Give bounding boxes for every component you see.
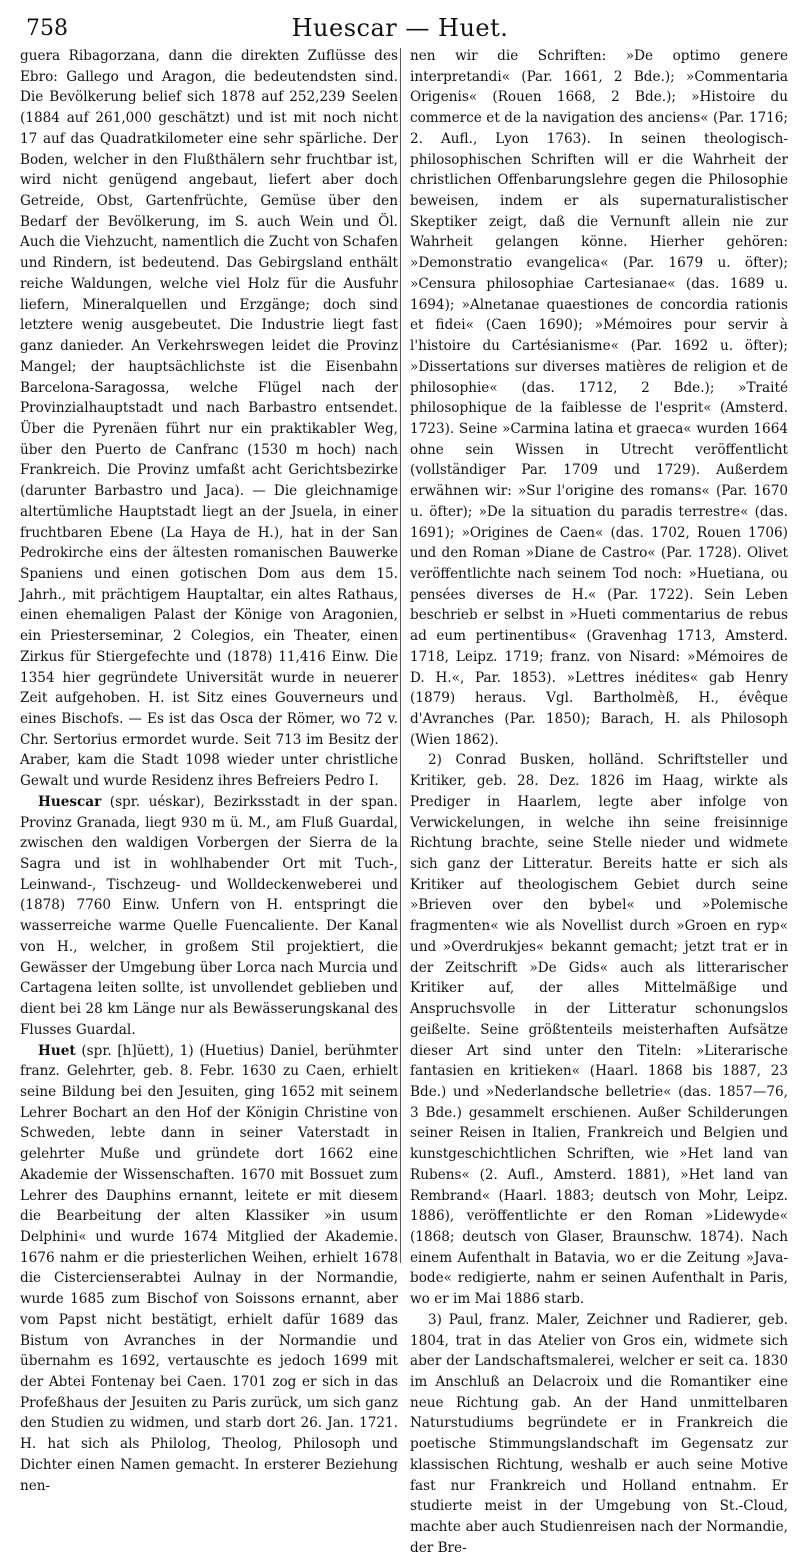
paragraph-continuation: nen wir die Schriften: »De optimo genere interpretandi« (Par. 1661, 2 Bde.); »Commentaria Origenis« (Rouen 1668, 2 Bde.); »Histoire du commerce et de la navigation des anciens« (Par. 1716; 2. Aufl., Lyon 1763). In seinen theologisch-philosophischen Schriften will er die Wahrheit der christlichen Offenbarungslehre gegen die Philosophie beweisen, indem er als supernaturalistischer Skeptiker zeigt, daß die Vernunft allein nie zur Wahrheit gelangen könne. Hierher gehören: »Demonstratio evangelica« (Par. 1679 u. öfter); »Censura philosophiae Cartesianae« (das. 1689 u. 1694); »Alnetanae quaestiones de concordia rationis et fidei« (Caen 1690); »Mémoires pour servir à l'histoire du Cartésianisme« (Par. 1692 u. öfter); »Dissertations sur diverses matières de religion et de philosophie« (das. 1712, 2 Bde.); »Traité philosophique de la faiblesse de l'esprit« (Amsterd. 1723). Seine »Carmina latina et graeca« wurden 1664 ohne sein Wissen in Utrecht veröffentlicht (vollständiger Par. 1709 und 1729). Außerdem erwähnen wir: »Sur l'origine des romans« (Par. 1670 u. öfter); »De la situation du paradis terrestre« (das. 1691); »Origines de Caen« (das. 1702, Rouen 1706) und den Roman »Diane de Castro« (Par. 1728). Olivet veröffentlichte nach seinem Tod noch: »Huetiana, ou pensées diverses de H.« (Par. 1722). Sein Leben beschrieb er selbst in »Hueti commentarius de rebus ad eum pertinentibus« (Gravenhag 1713, Amsterd. 1718, Leipz. 1719; franz. von Nisard: »Mémoires de D. H.«, Par. 1853). »Lettres inédites« gab Henry (1879) heraus. Vgl. Bartholmèß, H., évêque d'Avranches (Par. 1850); Barach, H. als Philosoph (Wien 1862). <box>410 48 788 748</box>
entry-body: (spr. [h]üett), 1) (Huetius) Daniel, berühmter franz. Gelehrter, geb. 8. Febr. 1630 zu Caen, erhielt seine Bildung bei den Jesuiten, ging 1652 mit seinem Lehrer Bochart an den Hof der Königin Christine von Schweden, lebte dann in seiner Vaterstadt in gelehrter Muße und gründete dort 1662 eine Akademie der Wissenschaften. 1670 mit Bossuet zum Lehrer des Dauphins ernannt, leitete er mit diesem die Bearbeitung der alten Klassiker »in usum Delphini« und wurde 1674 Mitglied der Akademie. 1676 nahm er die priesterlichen Weihen, erhielt 1678 die Cistercienserabtei Aulnay in der Normandie, wurde 1685 zum Bischof von Soissons ernannt, aber vom Papst nicht bestätigt, erhielt dafür 1689 das Bistum von Avranches in der Normandie und übernahm es 1692, vertauschte es jedoch 1699 mit der Abtei Fontenay bei Caen. 1701 zog er sich in das Profeßhaus der Jesuiten zu Paris zurück, um sich ganz den Studien zu widmen, und starb dort 26. Jan. 1721. H. hat sich als Philolog, Theolog, Philosoph und Dichter einen Namen gemacht. In ersterer Beziehung nen- <box>20 1042 398 1494</box>
running-title: Huescar — Huet. <box>291 14 509 42</box>
entry-huescar <box>20 792 398 1041</box>
entry-headword: Huescar <box>38 793 102 810</box>
right-column <box>410 46 788 1556</box>
subentry-paul: 3) Paul, franz. Maler, Zeichner und Radierer, geb. 1804, trat in das Atelier von Gros ein, widmete sich aber der Landschaftsmalerei, welcher er seit ca. 1830 im Anschluß an Delacroix und die Romantiker eine neue Richtung gab. An der Hand unmittelbaren Naturstudiums begründete er in Frankreich die poetische Stimmungslandschaft im Gegensatz zur klassischen Richtung, weshalb er auch seine Motive fast nur Frankreich und Holland entnahm. Er studierte meist in der Umgebung von St.-Cloud, machte aber auch Studienreisen nach der Normandie, der Bre- <box>410 1311 788 1556</box>
page-number: 758 <box>26 16 68 41</box>
entry-body: (spr. uéskar), Bezirksstadt in der span. Provinz Granada, liegt 930 m ü. M., am Fluß Guardal, zwischen den waldigen Vorbergen der Sierra de la Sagra und ist in wohlhabender Ort mit Tuch-, Leinwand-, Tischzeug- und Wolldeckenweberei und (1878) 7760 Einw. Unfern von H. entspringt die wasserreiche warme Quelle Fuencaliente. Der Kanal von H., welcher, in großem Stil projektiert, die Gewässer der Umgebung über Lorca nach Murcia und Cartagena leiten sollte, ist unvollendet geblieben und dient bei 28 km Länge nur als Bewässerungskanal des Flusses Guardal. <box>20 793 398 1038</box>
entry-headword: Huet <box>38 1042 76 1059</box>
paragraph-continuation: guera Ribagorzana, dann die direkten Zuflüsse des Ebro: Gallego und Aragon, die bedeutendsten sind. Die Bevölkerung belief sich 1878 auf 252,239 Seelen (1884 auf 261,000 geschätzt) und ist mit noch nicht 17 auf das Quadratkilometer eine sehr spärliche. Der Boden, welcher in den Flußthälern sehr fruchtbar ist, wird nicht genügend angebaut, liefert aber doch Getreide, Obst, Gartenfrüchte, Gemüse über den Bedarf der Bevölkerung, im S. auch Wein und Öl. Auch die Viehzucht, namentlich die Zucht von Schafen und Rindern, ist bedeutend. Das Gebirgsland enthält reiche Waldungen, welche viel Holz für die Ausfuhr liefern, Mineralquellen und Erzgänge; doch sind letztere wenig ausgebeutet. Die Industrie liegt fast ganz danieder. An Verkehrswegen leidet die Provinz Mangel; der hauptsächlichste ist die Eisenbahn Barcelona-Saragossa, welche Flügel nach der Provinzialhauptstadt und nach Barbastro entsendet. Über die Pyrenäen führt nur ein praktikabler Weg, über den Puerto de Canfranc (1530 m hoch) nach Frankreich. Die Provinz umfaßt acht Gerichtsbezirke (darunter Barbastro und Jaca). — Die gleichnamige altertümliche Hauptstadt liegt an der Jsuela, in einer fruchtbaren Ebene (La Haya de H.), hat in der San Pedrokirche eins der ältesten romanischen Bauwerke Spaniens und einen gotischen Dom aus dem 15. Jahrh., mit prächtigem Hauptaltar, ein altes Rathaus, einen ehemaligen Palast der Könige von Aragonien, ein Priesterseminar, 2 Colegios, ein Theater, einen Zirkus für Stiergefechte und (1878) 11,416 Einw. Die 1354 hier gegründete Universität wurde in neuerer Zeit aufgehoben. H. ist Sitz eines Gouverneurs und eines Bischofs. — Es ist das Osca der Römer, wo 72 v. Chr. Sertorius ermordet wurde. Seit 713 im Besitz der Araber, kam die Stadt 1098 wieder unter christliche Gewalt und wurde Residenz ihres Befreiers Pedro I. <box>20 48 398 790</box>
entry-huet <box>20 1041 398 1497</box>
subentry-busken: 2) Conrad Busken, holländ. Schriftsteller und Kritiker, geb. 28. Dez. 1826 im Haag, wirkte als Prediger in Haarlem, legte aber infolge von Verwickelungen, in welche ihn seine freisinnige Richtung brachte, seine Stelle nieder und widmete sich ganz der Litteratur. Bereits hatte er sich als Kritiker auf theologischem Gebiet durch seine »Brieven over den bybel« und »Polemische fragmenten« wie als Novellist durch »Groen en ryp« und »Overdrukjes« bekannt gemacht; jetzt trat er in der Zeitschrift »De Gids« auch als litterarischer Kritiker auf, der alles Mittelmäßige und Anspruchsvolle in der Litteratur schonungslos geißelte. Seine größtenteils meisterhaften Aufsätze dieser Art sind unter den Titeln: »Literarische fantasien en kritieken« (Haarl. 1868 bis 1887, 23 Bde.) und »Nederlandsche belletrie« (das. 1857—76, 3 Bde.) gesammelt erschienen. Außer Schilderungen seiner Reisen in Italien, Frankreich und Belgien und kunstgeschichtlichen Schriften, wie »Het land van Rubens« (2. Aufl., Amsterd. 1881), »Het land van Rembrand« (Haarl. 1883; deutsch von Mohr, Leipz. 1886), veröffentlichte er den Roman »Lidewyde« (1868; deutsch von Glaser, Braunschw. 1874). Nach einem Aufenthalt in Batavia, wo er die Zeitung »Java-bode« redigierte, nahm er seinen Aufenthalt in Paris, wo er im Mai 1886 starb. <box>410 752 788 1308</box>
left-column <box>20 46 398 1494</box>
column-divider <box>400 48 401 1263</box>
page-header <box>26 12 774 42</box>
